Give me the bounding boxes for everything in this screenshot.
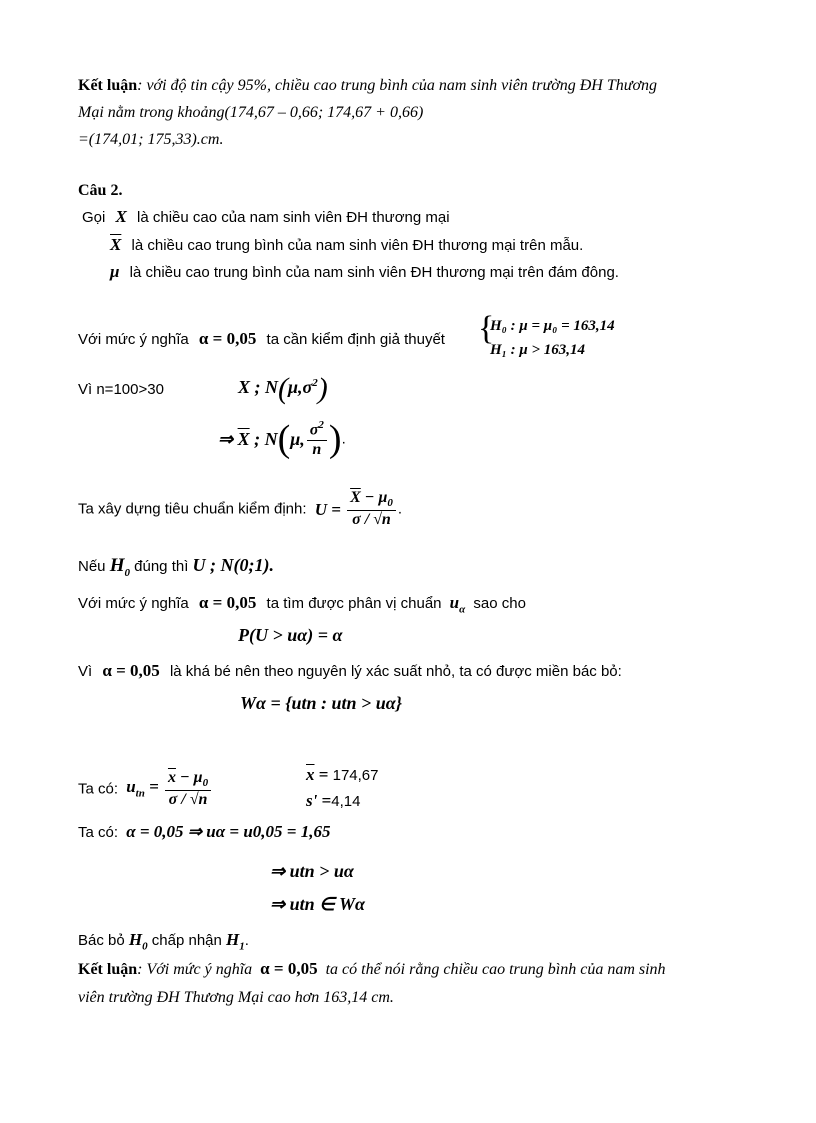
question-title: Câu 2.	[78, 182, 123, 199]
distribution-prefix: Vì n=100>30	[78, 381, 164, 398]
null-dist-middle: đúng thì	[134, 558, 189, 575]
critical-expr: α = 0,05 ⇒ uα = u0,05 = 1,65	[126, 822, 331, 841]
null-dist-prefix: Nếu	[78, 558, 106, 575]
distribution-expr-2: ⇒ $\overline{X}$ ; N	[218, 429, 278, 449]
decision-accept: chấp nhận	[151, 932, 222, 949]
test-stat-line: Ta xây dựng tiêu chuẩn kiểm định: U = $\frac{\overline{X} - \mu_0}{\sigma / √n}$ .	[78, 489, 403, 529]
rejection-region: Wα = {utn : utn > uα}	[240, 693, 403, 713]
critical-step-2: ⇒ utn ∈ Wα	[270, 894, 365, 914]
distribution-line-2: ⇒ $\overline{X}$ ; N(μ, $\frac{\sigma^2}{n}$ ).	[218, 418, 346, 460]
conclusion-1-line-2: Mại nằm trong khoảng(174,67 – 0,66; 174,67 + 0,66)	[78, 104, 424, 121]
decision-reject: Bác bỏ	[78, 932, 125, 949]
conclusion-2-line-2: viên trường ĐH Thương Mại cao hơn 163,14 cm.	[78, 989, 394, 1006]
rejection-prefix: Vì	[78, 663, 93, 680]
null-dist-expr: U ; N(0;1).	[192, 555, 275, 575]
quantile-alpha: α = 0,05	[198, 593, 257, 612]
computed-s: s' =4,14	[306, 791, 361, 810]
null-dist-line: Nếu $H_0$ đúng thì U ; N(0;1).	[78, 555, 275, 579]
definition-x-prefix: Gọi	[82, 209, 106, 226]
quantile-suffix: sao cho	[473, 595, 526, 612]
conclusion-1-text: : với độ tin cậy 95%, chiều cao trung bình của nam sinh viên trường ĐH Thương	[137, 77, 658, 94]
critical-step-1: ⇒ utn > uα	[270, 861, 354, 881]
conclusion-1-line-3: =(174,01; 175,33).cm.	[78, 131, 224, 148]
conclusion-2-alpha: α = 0,05	[260, 959, 318, 978]
computed-prefix: Ta có:	[78, 780, 119, 798]
brace-icon: {	[478, 310, 495, 347]
decision-line: Bác bỏ $H_0$ chấp nhận $H_1$.	[78, 930, 249, 953]
hypothesis-line	[78, 330, 445, 347]
rejection-line	[78, 662, 622, 679]
utn-formula: $\frac{\overline{x} - \mu_0}{\sigma / √n}$	[165, 770, 211, 808]
computed-s-value: 4,14	[331, 793, 361, 810]
alpha-value: α = 0,05	[198, 329, 257, 348]
critical-line	[78, 823, 330, 840]
hypothesis-middle: ta cần kiểm định giả thuyết	[266, 331, 445, 348]
symbol-xbar: $\overline{X}$	[110, 235, 122, 254]
critical-prefix: Ta có:	[78, 824, 119, 841]
definition-x	[82, 208, 450, 225]
hypothesis-h0: H₀ : μ = μ₀ = 163,14	[490, 318, 615, 334]
quantile-prob: P(U > uα) = α	[238, 625, 343, 645]
quantile-middle: ta tìm được phân vị chuẩn	[266, 595, 442, 612]
symbol-mu: μ	[110, 262, 120, 281]
rejection-alpha: α = 0,05	[102, 661, 160, 680]
rejection-middle: là khá bé nên theo nguyên lý xác suất nhỏ, ta có được miền bác bỏ:	[169, 663, 622, 680]
computed-line: Ta có: $u_{tn}$ = $\frac{\overline{x} - \mu_0}{\sigma / √n}$	[78, 770, 213, 808]
symbol-x: X	[115, 207, 127, 226]
hypothesis-prefix: Với mức ý nghĩa	[78, 331, 189, 348]
distribution-line-1	[238, 374, 328, 404]
distribution-expr-1: X ; $N(\mu,\sigma^2)$	[238, 372, 328, 405]
definition-xbar-text: là chiều cao trung bình của nam sinh viên ĐH thương mại trên mẫu.	[131, 237, 584, 254]
conclusion-2-line-1	[78, 960, 666, 978]
test-stat-prefix: Ta xây dựng tiêu chuẩn kiểm định:	[78, 500, 307, 518]
definition-x-text: là chiều cao của nam sinh viên ĐH thương mại	[137, 209, 450, 226]
quantile-prefix: Với mức ý nghĩa	[78, 595, 189, 612]
quantile-line: Với mức ý nghĩa α = 0,05 ta tìm được phân vị chuẩn $u_\alpha$ sao cho	[78, 593, 526, 616]
definition-mu	[110, 263, 619, 280]
conclusion-label: Kết luận	[78, 77, 138, 94]
computed-xbar-value: 174,67	[332, 767, 379, 784]
conclusion-2-text-a: : Với mức ý nghĩa	[137, 961, 253, 978]
conclusion-2-label: Kết luận	[78, 961, 138, 978]
hypothesis-h1: H₁ : μ > 163,14	[490, 342, 586, 358]
conclusion-1-line-1	[78, 78, 657, 94]
definition-xbar	[110, 236, 583, 253]
conclusion-2-text-b: ta có thể nói rằng chiều cao trung bình của nam sinh	[325, 961, 666, 978]
test-stat-formula: $\frac{\overline{X} - \mu_0}{\sigma / √n}$	[347, 490, 396, 528]
computed-xbar: $\overline{x} = 174,67$	[306, 765, 379, 784]
definition-mu-text: là chiều cao trung bình của nam sinh viên ĐH thương mại trên đám đông.	[129, 264, 619, 281]
